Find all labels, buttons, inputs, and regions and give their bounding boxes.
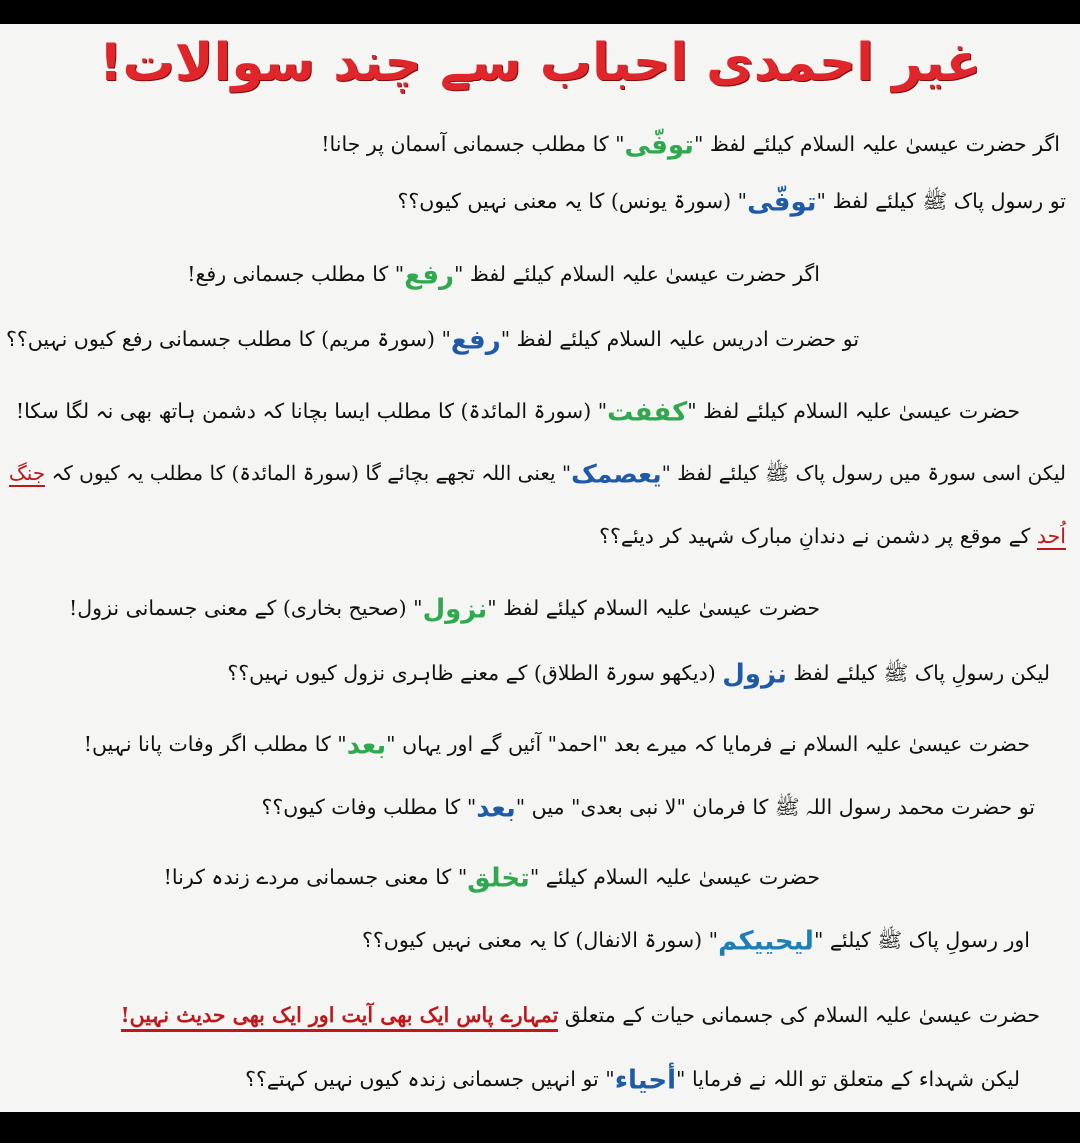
line-text: لیکن اسی سورۃ میں رسول پاک ﷺ کیلئے لفظ " bbox=[661, 461, 1066, 485]
line-text: " تو انہیں جسمانی زندہ کیوں نہیں کہتے؟؟ bbox=[245, 1067, 615, 1091]
question-line-6 bbox=[9, 456, 1066, 490]
question-line-7 bbox=[599, 519, 1066, 553]
keyword-rafa: رفع bbox=[404, 260, 454, 291]
line-text: لیکن شہداء کے متعلق تو اللہ نے فرمایا " bbox=[676, 1067, 1020, 1091]
line-text: " کا مطلب جسمانی آسمان پر جانا! bbox=[321, 132, 625, 156]
line-text: حضرت عیسیٰ علیہ السلام نے فرمایا کہ میرے بعد "احمد" آئیں گے اور یہاں " bbox=[386, 732, 1030, 756]
line-text: " کا مطلب اگر وفات پانا نہیں! bbox=[83, 732, 347, 756]
question-line-1 bbox=[321, 127, 1060, 161]
line-text: کے موقع پر دشمن نے دندانِ مبارک شہید کر دیئے؟؟ bbox=[599, 524, 1037, 548]
line-text: " یعنی اللہ تجھے بچائے گا (سورۃ المائدۃ) کا مطلب یہ کیوں کہ bbox=[45, 461, 572, 485]
keyword-yasimuka: یعصمک bbox=[571, 459, 662, 489]
question-line-15 bbox=[245, 1062, 1020, 1096]
keyword-takhluqu: تخلق bbox=[467, 863, 530, 894]
line-text: " (سورۃ الانفال) کا یہ معنی نہیں کیوں؟؟ bbox=[362, 928, 719, 952]
keyword-ahya: أحیاء bbox=[614, 1065, 677, 1096]
keyword-tawaffa: توفّی bbox=[747, 187, 817, 218]
line-text: تو حضرت ادریس علیہ السلام کیلئے لفظ " bbox=[500, 327, 860, 351]
question-line-11 bbox=[261, 790, 1035, 824]
line-text: اگر حضرت عیسیٰ علیہ السلام کیلئے لفظ " bbox=[693, 132, 1060, 156]
line-text: " کا مطلب وفات کیوں؟؟ bbox=[261, 795, 477, 819]
keyword-nuzul: نزول bbox=[722, 659, 787, 690]
line-text: تو رسول پاک ﷺ کیلئے لفظ " bbox=[816, 189, 1066, 213]
question-line-3 bbox=[187, 257, 820, 291]
keyword-rafa: رفع bbox=[450, 325, 501, 356]
keyword-baad: بعد bbox=[476, 793, 516, 824]
line-text: " (سورۃ یونس) کا یہ معنی نہیں کیوں؟؟ bbox=[397, 189, 748, 213]
line-text: اگر حضرت عیسیٰ علیہ السلام کیلئے لفظ " bbox=[453, 262, 820, 286]
question-line-4 bbox=[6, 322, 859, 356]
question-line-12 bbox=[164, 860, 820, 894]
keyword-kafaftu: کففت bbox=[607, 397, 688, 428]
line-text: حضرت عیسیٰ علیہ السلام کیلئے لفظ " bbox=[487, 596, 820, 620]
page-title: غیر احمدی احباب سے چند سوالات! bbox=[98, 33, 982, 93]
line-text: " کا مطلب جسمانی رفع! bbox=[187, 262, 405, 286]
line-text: (دیکھو سورۃ الطلاق) کے معنے ظاہری نزول کیوں نہیں؟؟ bbox=[227, 661, 723, 685]
line-text: اور رسولِ پاک ﷺ کیلئے " bbox=[813, 928, 1030, 952]
keyword-liyuhyikum: لیحییکم bbox=[718, 926, 814, 957]
question-line-5 bbox=[16, 394, 1020, 428]
question-line-2 bbox=[398, 184, 1066, 218]
keyword-tawaffa: توفّی bbox=[624, 130, 694, 161]
line-text: حضرت عیسیٰ علیہ السلام کی جسمانی حیات کے متعلق bbox=[558, 1003, 1040, 1027]
line-text: لیکن رسولِ پاک ﷺ کیلئے لفظ bbox=[786, 661, 1050, 685]
highlight-jang: جنگ bbox=[8, 461, 46, 485]
line-text: " (صحیح بخاری) کے معنی جسمانی نزول! bbox=[69, 596, 423, 620]
question-line-14 bbox=[121, 998, 1040, 1032]
highlight-uhud: اُحد bbox=[1036, 524, 1066, 548]
question-line-8 bbox=[69, 591, 820, 625]
line-text: " (سورۃ المائدۃ) کا مطلب ایسا بچانا کہ دشمن ہاتھ بھی نہ لگا سکا! bbox=[15, 399, 608, 423]
line-text: تو حضرت محمد رسول اللہ ﷺ کا فرمان "لا نبی بعدی" میں " bbox=[515, 795, 1035, 819]
question-line-10 bbox=[84, 727, 1030, 761]
keyword-nuzul: نزول bbox=[422, 594, 488, 625]
line-text: حضرت عیسیٰ علیہ السلام کیلئے " bbox=[529, 865, 820, 889]
question-line-13 bbox=[362, 923, 1030, 957]
line-text: حضرت عیسیٰ علیہ السلام کیلئے لفظ " bbox=[687, 399, 1020, 423]
highlight-no-evidence: تمہارے پاس ایک بھی آیت اور ایک بھی حدیث نہیں! bbox=[121, 1003, 559, 1032]
line-text: " (سورۃ مریم) کا مطلب جسمانی رفع کیوں نہیں؟؟ bbox=[6, 327, 451, 351]
question-line-9 bbox=[227, 656, 1050, 690]
document-page bbox=[0, 24, 1080, 1112]
keyword-baad: بعد bbox=[346, 730, 387, 761]
line-text: " کا معنی جسمانی مردے زندہ کرنا! bbox=[163, 865, 468, 889]
